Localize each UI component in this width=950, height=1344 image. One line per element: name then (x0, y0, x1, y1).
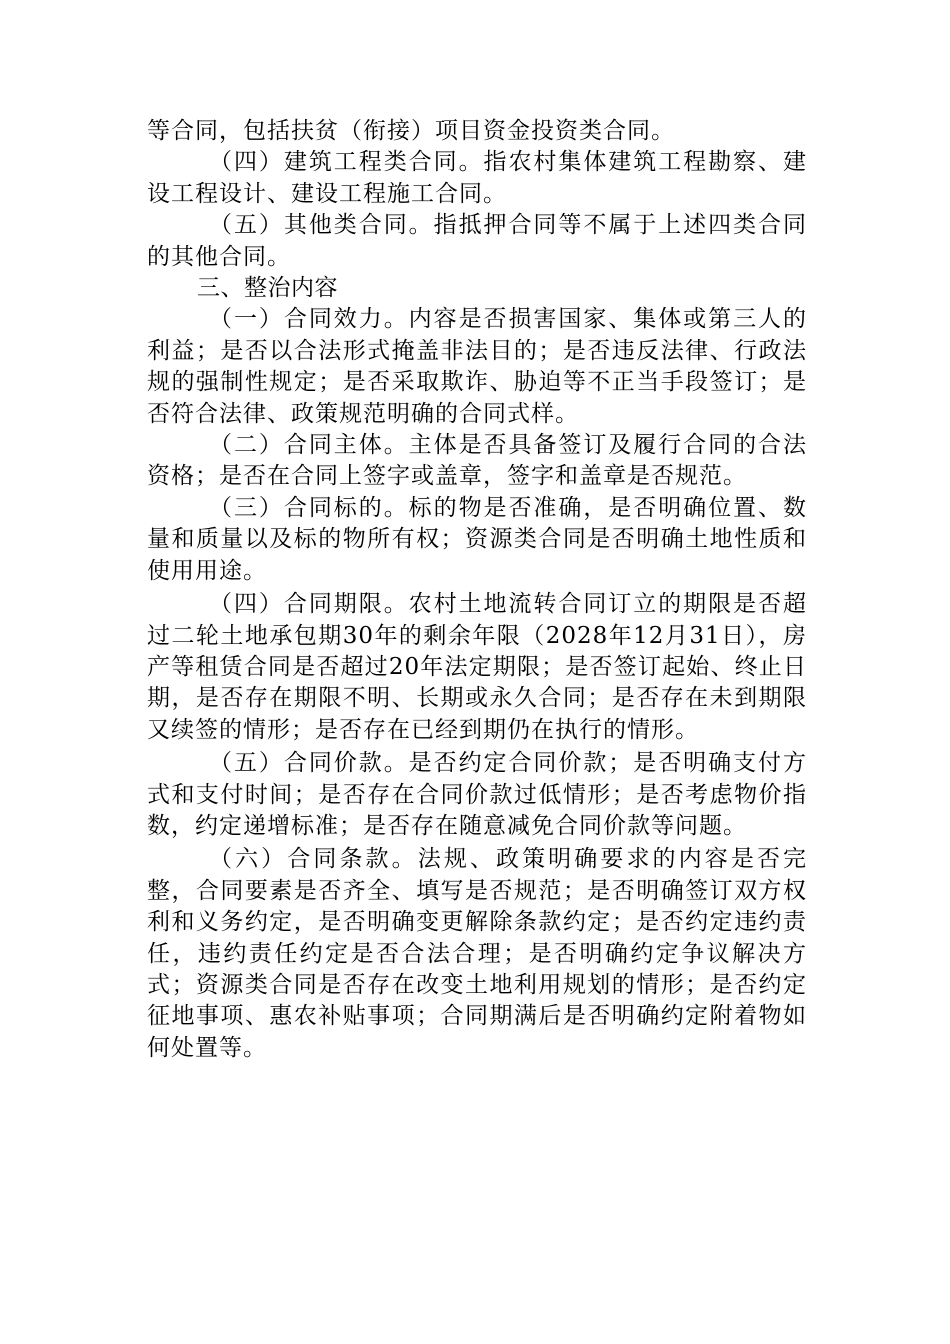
paragraph-contract-price: （五）合同价款。是否约定合同价款；是否明确支付方式和支付时间；是否存在合同价款过低情形；是否考虑物价指数，约定递增标准；是否存在随意减免合同价款等问题。 (147, 750, 807, 839)
section-heading: 三、整治内容 (197, 275, 338, 302)
document-body (147, 116, 807, 1064)
paragraph-contract-validity: （一）合同效力。内容是否损害国家、集体或第三人的利益；是否以合法形式掩盖非法目的；是否违反法律、行政法规的强制性规定；是否采取欺诈、胁迫等不正当手段签订；是否符合法律、政策规范明确的合同式样。 (147, 306, 807, 427)
paragraph-contract-parties: （二）合同主体。主体是否具备签订及履行合同的合法资格；是否在合同上签字或盖章，签字和盖章是否规范。 (147, 432, 807, 490)
paragraph-contract-term: （四）合同期限。农村土地流转合同订立的期限是否超过二轮土地承包期30年的剩余年限（2028年12月31日），房产等租赁合同是否超过20年法定期限；是否签订起始、终止日期，是否存在期限不明、长期或永久合同；是否存在未到期限又续签的情形；是否存在已经到期仍在执行的情形。 (147, 591, 807, 743)
paragraph-contract-subject: （三）合同标的。标的物是否准确，是否明确位置、数量和质量以及标的物所有权；资源类合同是否明确土地性质和使用用途。 (147, 494, 807, 584)
paragraph-continuation: 等合同，包括扶贫（衔接）项目资金投资类合同。 (147, 118, 675, 144)
paragraph-contract-clauses: （六）合同条款。法规、政策明确要求的内容是否完整，合同要素是否齐全、填写是否规范；是否明确签订双方权利和义务约定，是否明确变更解除条款约定；是否约定违约责任，违约责任约定是否合法合理；是否明确约定争议解决方式；资源类合同是否存在改变土地利用规划的情形；是否约定征地事项、惠农补贴事项；合同期满后是否明确约定附着物如何处置等。 (147, 846, 807, 1061)
paragraph-construction-contracts: （四）建筑工程类合同。指农村集体建筑工程勘察、建设工程设计、建设工程施工合同。 (147, 149, 807, 207)
paragraph-other-contracts: （五）其他类合同。指抵押合同等不属于上述四类合同的其他合同。 (147, 212, 807, 270)
